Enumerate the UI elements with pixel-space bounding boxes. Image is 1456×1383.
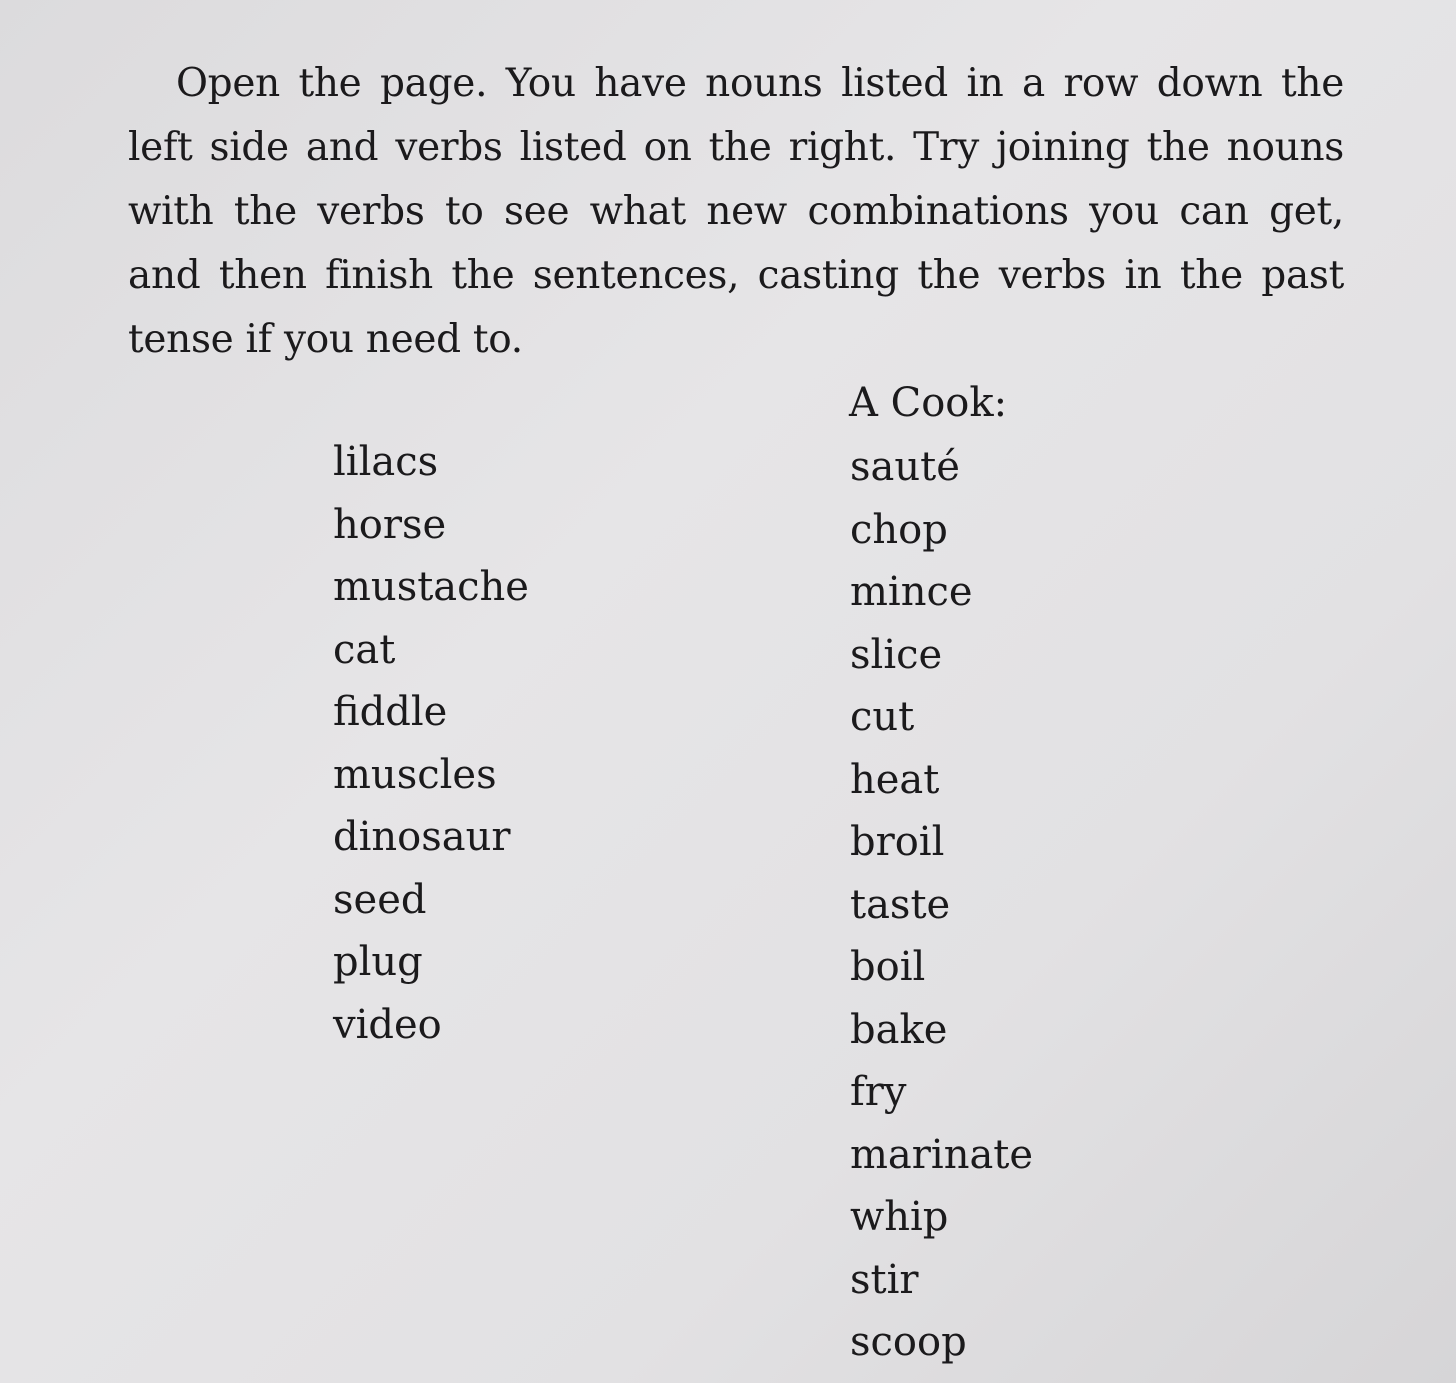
noun-item: seed: [333, 876, 427, 923]
noun-item: lilacs: [333, 439, 439, 485]
verbs-heading: A Cook:: [849, 380, 1008, 426]
verb-item: stir: [850, 1256, 919, 1303]
verb-list: [850, 436, 1033, 1374]
verb-item: cut: [850, 694, 915, 740]
verb-item: fry: [850, 1069, 907, 1115]
verb-item: sauté: [850, 444, 960, 490]
noun-list: [333, 431, 529, 1056]
noun-item: plug: [333, 939, 423, 985]
intro-paragraph: Open the page. You have nouns listed in a row down the left side and verbs listed on the right. Try joining the nouns with the verbs to see what new combinations you can get, and then finish the sentences, casting the verbs in the past tense if you need to.: [128, 61, 1344, 362]
noun-item: muscles: [333, 751, 497, 798]
verb-item: bake: [850, 1006, 948, 1053]
noun-item: horse: [333, 501, 447, 548]
verb-item: heat: [850, 756, 940, 803]
verb-item: whip: [850, 1194, 949, 1240]
noun-item: cat: [333, 626, 396, 673]
verb-item: marinate: [850, 1131, 1034, 1178]
noun-item: dinosaur: [333, 814, 511, 860]
verb-item: mince: [850, 569, 973, 615]
verb-item: boil: [850, 944, 926, 990]
verb-item: chop: [850, 506, 948, 553]
verb-item: slice: [850, 631, 943, 678]
verb-item: scoop: [850, 1319, 967, 1365]
noun-item: fiddle: [333, 689, 448, 735]
verb-item: broil: [850, 819, 945, 865]
verb-item: taste: [850, 881, 951, 928]
noun-item: mustache: [333, 564, 529, 610]
noun-item: video: [333, 1001, 442, 1048]
